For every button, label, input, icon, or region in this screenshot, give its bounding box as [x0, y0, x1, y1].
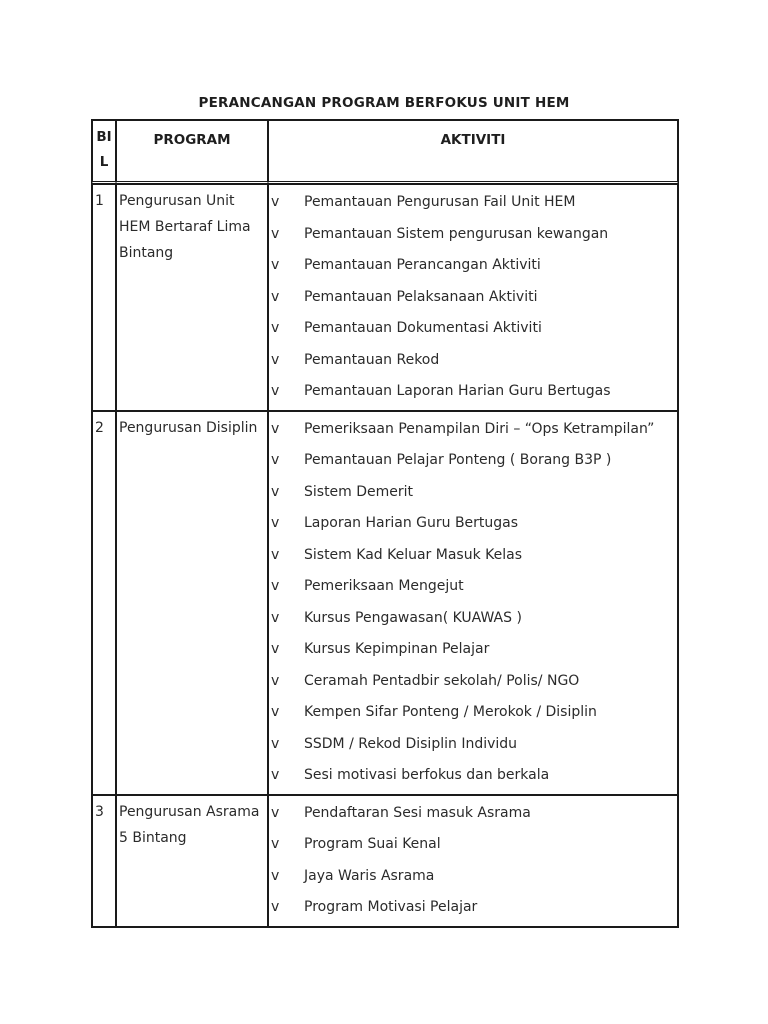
activity-text: Pendaftaran Sesi masuk Asrama	[304, 804, 531, 821]
table-row	[92, 795, 678, 927]
activity-item	[269, 697, 677, 729]
activity-text: Pemantauan Pelajar Ponteng ( Borang B3P )	[304, 452, 612, 468]
activity-item	[269, 634, 677, 666]
row-number: 2	[92, 411, 116, 795]
check-mark: v	[271, 483, 280, 500]
activity-text: Kursus Pengawasan( KUAWAS )	[304, 609, 522, 626]
check-mark: v	[271, 867, 280, 884]
activity-text: Pemantauan Pelaksanaan Aktiviti	[304, 288, 538, 305]
row-number: 1	[92, 184, 116, 411]
activity-text: Sistem Kad Keluar Masuk Kelas	[304, 546, 522, 563]
activity-item	[269, 798, 677, 830]
table-row	[92, 411, 678, 795]
activity-text: Program Motivasi Pelajar	[304, 899, 478, 915]
activity-list	[269, 414, 677, 792]
activity-item	[269, 313, 677, 345]
header-bil-line1: BI	[96, 129, 112, 145]
activity-item	[269, 603, 677, 635]
activity-cell	[268, 411, 678, 795]
header-aktiviti: AKTIVITI	[268, 120, 678, 184]
activity-text: Kursus Kepimpinan Pelajar	[304, 641, 490, 657]
activity-item	[269, 666, 677, 698]
check-mark: v	[271, 351, 280, 368]
check-mark: v	[271, 899, 280, 915]
activity-text: Kempen Sifar Ponteng / Merokok / Disiplin	[304, 704, 597, 720]
header-bil-line2: L	[99, 154, 109, 170]
activity-text: Pemantauan Dokumentasi Aktiviti	[304, 320, 542, 336]
activity-item	[269, 282, 677, 314]
activity-list	[269, 798, 677, 924]
header-bil	[92, 120, 116, 184]
check-mark: v	[271, 225, 280, 242]
activity-item	[269, 729, 677, 761]
program-name: Pengurusan Unit HEM Bertaraf Lima Bintang	[116, 184, 268, 411]
check-mark: v	[271, 672, 280, 689]
activity-item	[269, 861, 677, 893]
activity-text: Ceramah Pentadbir sekolah/ Polis/ NGO	[304, 672, 580, 689]
page-title: PERANCANGAN PROGRAM BERFOKUS UNIT HEM	[198, 95, 570, 111]
check-mark: v	[271, 383, 280, 399]
activity-text: Jaya Waris Asrama	[304, 867, 435, 884]
activity-item	[269, 219, 677, 251]
activity-item	[269, 187, 677, 219]
activity-item	[269, 508, 677, 540]
activity-item	[269, 345, 677, 377]
activity-item	[269, 250, 677, 282]
activity-text: Pemantauan Laporan Harian Guru Bertugas	[304, 383, 611, 399]
activity-text: Program Suai Kenal	[304, 836, 441, 852]
program-name: Pengurusan Asrama 5 Bintang	[116, 795, 268, 927]
activity-text: Pemantauan Rekod	[304, 351, 440, 368]
check-mark: v	[271, 320, 280, 336]
check-mark: v	[271, 452, 280, 468]
table-header-row	[92, 120, 678, 184]
check-mark: v	[271, 515, 280, 531]
check-mark: v	[271, 257, 280, 273]
check-mark: v	[271, 836, 280, 852]
check-mark: v	[271, 194, 280, 210]
activity-item	[269, 540, 677, 572]
program-name: Pengurusan Disiplin	[116, 411, 268, 795]
check-mark: v	[271, 735, 280, 752]
check-mark: v	[271, 804, 280, 821]
program-table	[91, 119, 679, 928]
activity-item	[269, 376, 677, 408]
activity-item	[269, 445, 677, 477]
activity-item	[269, 477, 677, 509]
check-mark: v	[271, 420, 280, 437]
activity-item	[269, 571, 677, 603]
activity-cell	[268, 184, 678, 411]
activity-text: Sesi motivasi berfokus dan berkala	[304, 767, 550, 783]
check-mark: v	[271, 767, 280, 783]
row-number: 3	[92, 795, 116, 927]
activity-item	[269, 829, 677, 861]
activity-cell	[268, 795, 678, 927]
check-mark: v	[271, 578, 280, 594]
activity-text: Pemeriksaan Penampilan Diri – “Ops Ketrampilan”	[304, 420, 655, 437]
activity-item	[269, 414, 677, 446]
check-mark: v	[271, 641, 280, 657]
activity-text: Pemantauan Pengurusan Fail Unit HEM	[304, 194, 576, 210]
check-mark: v	[271, 704, 280, 720]
activity-text: Pemantauan Perancangan Aktiviti	[304, 257, 541, 273]
check-mark: v	[271, 288, 280, 305]
activity-text: Pemeriksaan Mengejut	[304, 578, 464, 594]
activity-text: Pemantauan Sistem pengurusan kewangan	[304, 225, 609, 242]
header-program: PROGRAM	[116, 120, 268, 184]
activity-text: SSDM / Rekod Disiplin Individu	[304, 735, 518, 752]
activity-item	[269, 892, 677, 924]
activity-text: Laporan Harian Guru Bertugas	[304, 515, 519, 531]
check-mark: v	[271, 609, 280, 626]
check-mark: v	[271, 546, 280, 563]
table-row	[92, 184, 678, 411]
table-body	[92, 184, 678, 927]
activity-item	[269, 760, 677, 792]
activity-text: Sistem Demerit	[304, 483, 414, 500]
activity-list	[269, 187, 677, 408]
